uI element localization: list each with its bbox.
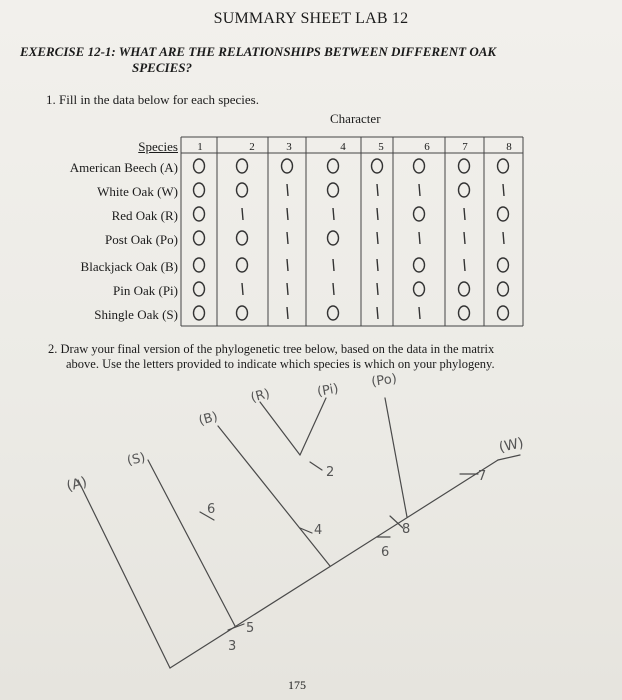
column-header-6: 6 <box>424 141 430 153</box>
branch-pin-oak <box>300 398 326 455</box>
tree-label-r: (R) <box>249 386 272 406</box>
mark-tick-2 <box>310 462 322 470</box>
exercise-heading-line2: SPECIES? <box>132 60 192 75</box>
character-label: Character <box>330 111 381 126</box>
species-label-shingle-oak: Shingle Oak (S) <box>94 307 178 322</box>
tree-mark-4: 4 <box>314 523 323 538</box>
tree-mark-5: 5 <box>246 621 255 636</box>
column-header-4: 4 <box>340 141 346 153</box>
tree-label-w: (W) <box>497 435 526 456</box>
branch-american-beech <box>78 480 170 668</box>
tree-mark-7: 7 <box>478 469 487 484</box>
tree-mark-3: 3 <box>228 639 237 654</box>
branch-pin-red-node <box>260 402 300 455</box>
column-header-5: 5 <box>378 141 384 153</box>
species-label-american-beech: American Beech (A) <box>69 160 178 175</box>
column-header-8: 8 <box>506 141 512 153</box>
species-label-post-oak: Post Oak (Po) <box>105 232 178 247</box>
page-title: SUMMARY SHEET LAB 12 <box>213 10 409 27</box>
species-header: Species <box>138 139 178 154</box>
tree-label-b: (B) <box>197 409 220 429</box>
tree-trunk <box>170 460 498 668</box>
tree-label-po: (Po) <box>370 371 398 390</box>
species-label-red-oak: Red Oak (R) <box>111 208 178 223</box>
branch-post-oak <box>385 398 407 517</box>
tree-label-s: (S) <box>125 450 147 469</box>
tree-label-pi: (Pi) <box>316 381 340 400</box>
column-header-3: 3 <box>286 141 292 153</box>
question-2-line2: above. Use the letters provided to indicate which species is which on your phylogeny. <box>66 357 495 371</box>
question-1: 1. Fill in the data below for each species. <box>46 92 259 107</box>
tree-label-a: (A) <box>64 474 89 495</box>
column-header-1: 1 <box>197 141 203 153</box>
page-number: 175 <box>288 678 306 692</box>
exercise-heading-line1: EXERCISE 12-1: WHAT ARE THE RELATIONSHIPS BETWEEN DIFFERENT OAK <box>20 44 497 59</box>
column-header-2: 2 <box>249 141 255 153</box>
tree-mark-6a: 6 <box>207 502 216 517</box>
column-header-7: 7 <box>462 141 468 153</box>
tree-mark-2: 2 <box>326 465 335 480</box>
species-label-pin-oak: Pin Oak (Pi) <box>113 283 178 298</box>
tree-mark-8: 8 <box>402 522 411 537</box>
branch-blackjack-oak <box>218 426 330 566</box>
question-2-line1: 2. Draw your final version of the phylogenetic tree below, based on the data in the matrix <box>48 342 495 356</box>
species-label-white-oak: White Oak (W) <box>97 184 178 199</box>
species-label-blackjack-oak: Blackjack Oak (B) <box>80 259 178 274</box>
mark-tick-35 <box>228 624 244 630</box>
tree-mark-6b: 6 <box>381 545 390 560</box>
branch-shingle-oak <box>148 460 235 626</box>
